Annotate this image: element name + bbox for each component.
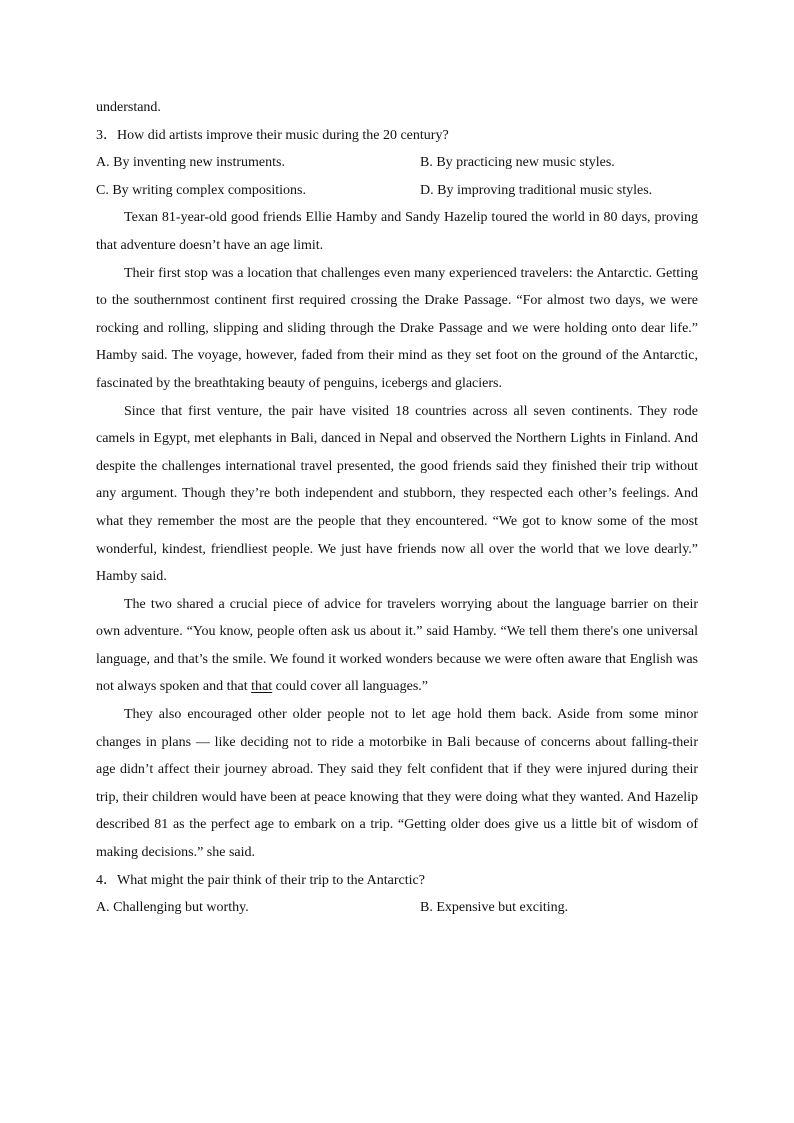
- question-3-option-a: A. By inventing new instruments.: [96, 155, 285, 171]
- passage-paragraph-4: [96, 591, 698, 701]
- question-3-option-b: B. By practicing new music styles.: [420, 155, 615, 171]
- question-4-option-a: A. Challenging but worthy.: [96, 900, 249, 916]
- passage-paragraph-3: Since that first venture, the pair have visited 18 countries across all seven continents. They rode camels in Egypt, met elephants in Bali, danced in Nepal and observed the Northern Lights in Finland. And despite the challenges international travel presented, the good friends said they finished their trip without any argument. Though they’re both independent and stubborn, they respected each other’s feelings. And what they remember the most are the people that they encountered. “We got to know some of the most wonderful, kindest, friendliest people. We just have friends now all over the world that we love dearly.” Hamby said.: [96, 403, 698, 585]
- question-4-options-row-1: [96, 894, 698, 922]
- question-3-options-row-1: [96, 149, 698, 177]
- question-3-option-c: C. By writing complex compositions.: [96, 182, 306, 198]
- passage-paragraph-5: They also encouraged other older people not to let age hold them back. Aside from some minor changes in plans — like deciding not to ride a motorbike in Bali because of concerns about falling-their age didn’t affect their journey abroad. They said they felt confident that if they were injured during their trip, their children would have been at peace knowing that they were doing what they wanted. And Hazelip described 81 as the perfect age to embark on a trip. “Getting older does give us a little bit of wisdom of making decisions.” she said.: [96, 707, 698, 861]
- question-4-stem: What might the pair think of their trip to the Antarctic?: [117, 872, 425, 888]
- document-page: [96, 94, 698, 922]
- carryover-text: understand.: [96, 100, 161, 115]
- question-3-number: 3．: [96, 127, 117, 143]
- passage-paragraph-4-end: could cover all languages.”: [275, 679, 429, 695]
- question-4-number: 4．: [96, 872, 117, 888]
- passage-paragraph-4-text: The two shared a crucial piece of advice for travelers worrying about the language barrier on their own adventure. “You know, people often ask us about it.” said Hamby. “We tell them there's one universal language, and that’s the smile. We found it worked wonders because we were often aware that English was not always spoken and that: [96, 596, 698, 695]
- question-3-stem: How did artists improve their music during the 20 century?: [117, 127, 449, 143]
- question-4-option-b: B. Expensive but exciting.: [420, 900, 569, 916]
- underlined-word: that: [251, 679, 273, 695]
- question-3-options-row-2: [96, 177, 698, 205]
- question-3: [96, 122, 698, 150]
- passage-paragraph-2: Their first stop was a location that challenges even many experienced travelers: the Antarctic. Getting to the southernmost continent first required crossing the Drake Passage. “For almost two days, we were rocking and rolling, slipping and sliding through the Drake Passage and we were holding onto dear life.” Hamby said. The voyage, however, faded from their mind as they set foot on the ground of the Antarctic, fascinated by the breathtaking beauty of penguins, icebergs and glaciers.: [96, 265, 698, 391]
- question-3-option-d: D. By improving traditional music styles.: [420, 182, 653, 198]
- question-4: [96, 867, 698, 895]
- passage-paragraph-1: Texan 81-year-old good friends Ellie Hamby and Sandy Hazelip toured the world in 80 days, proving that adventure doesn’t have an age limit.: [96, 210, 698, 253]
